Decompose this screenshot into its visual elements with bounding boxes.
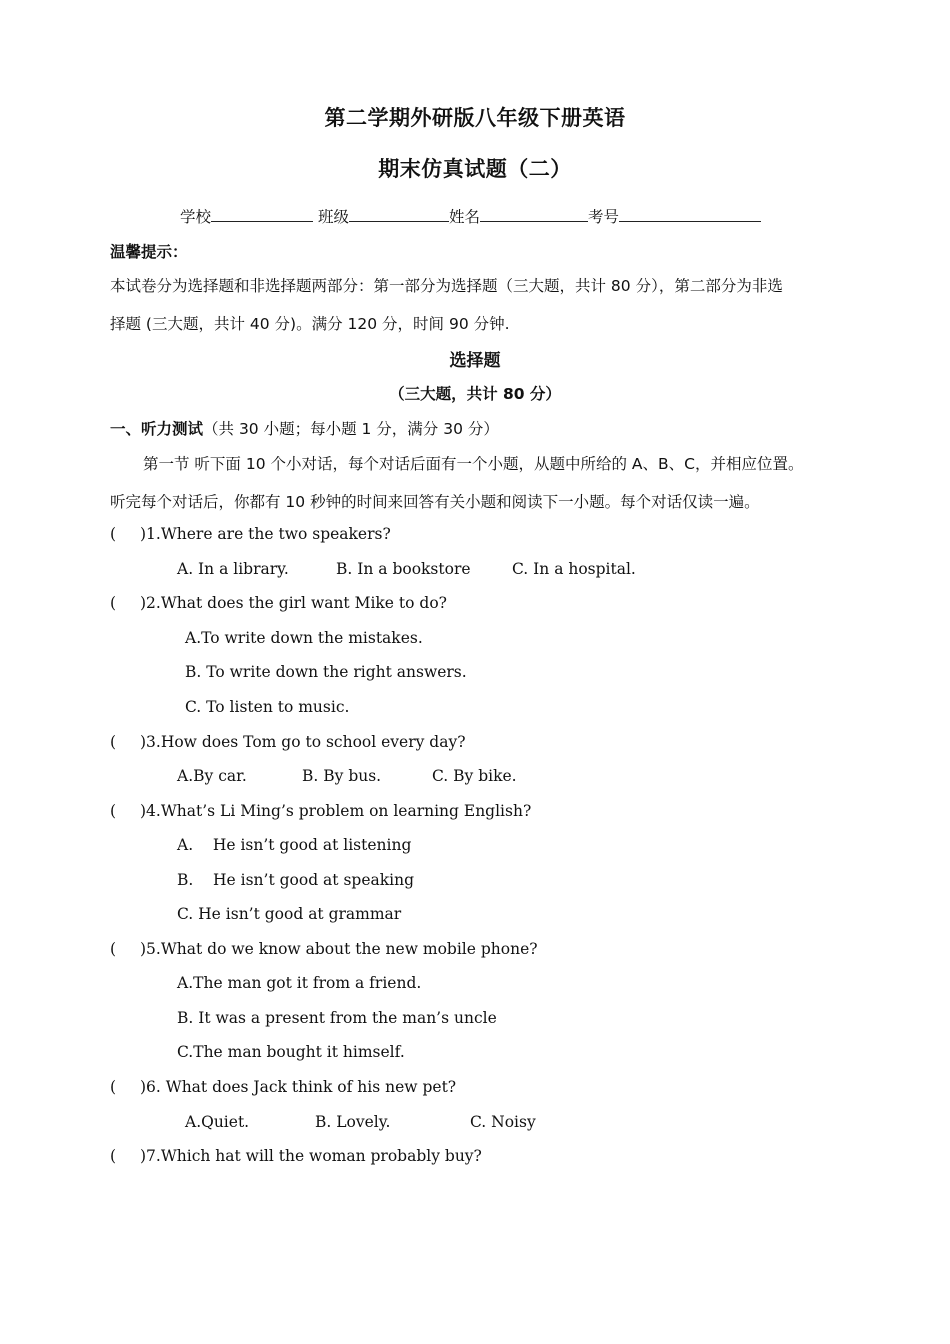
option-b: B. To write down the right answers.: [185, 663, 467, 681]
answer-paren[interactable]: (: [110, 802, 117, 820]
option-b: B. In a bookstore: [336, 560, 471, 578]
exam-subtitle: 期末仿真试题（二）: [378, 157, 572, 181]
question-5: [110, 940, 538, 958]
option-c: C. By bike.: [432, 767, 517, 785]
option-b: B. It was a present from the man’s uncle: [177, 1009, 497, 1027]
field-class-blank[interactable]: [349, 207, 449, 222]
section-heading: 选择题: [449, 351, 501, 371]
option-a: A.The man got it from a friend.: [177, 974, 422, 992]
option-c: C.The man bought it himself.: [177, 1043, 405, 1061]
field-school-label: 学校: [180, 208, 212, 226]
option-c: C. To listen to music.: [185, 698, 350, 716]
question-4: [110, 802, 531, 820]
option-c: C. Noisy: [470, 1113, 536, 1131]
question-text: )3.How does Tom go to school every day?: [140, 733, 466, 751]
question-text: )4.What’s Li Ming’s problem on learning English?: [140, 802, 532, 820]
option-b: B. Lovely.: [315, 1113, 391, 1131]
answer-paren[interactable]: (: [110, 1078, 117, 1096]
option-a: A.To write down the mistakes.: [185, 629, 423, 647]
question-7: [110, 1147, 482, 1165]
question-text: )2.What does the girl want Mike to do?: [140, 594, 447, 612]
question-text: )6. What does Jack think of his new pet?: [140, 1078, 457, 1096]
field-class-label: 班级: [317, 208, 349, 226]
part-info: （共 30 小题；每小题 1 分，满分 30 分）: [203, 420, 499, 438]
answer-paren[interactable]: (: [110, 525, 117, 543]
option-a: A.Quiet.: [185, 1113, 250, 1131]
question-3: [110, 733, 466, 751]
notice-line-2: 择题 (三大题，共计 40 分)。满分 120 分，时间 90 分钟.: [110, 315, 510, 333]
option-c: C. In a hospital.: [512, 560, 636, 578]
question-2: [110, 594, 447, 612]
notice-heading: 温馨提示：: [110, 243, 188, 261]
answer-paren[interactable]: (: [110, 594, 117, 612]
instruction-line-2: 听完每个对话后，你都有 10 秒钟的时间来回答有关小题和阅读下一小题。每个对话仅读一遍。: [110, 493, 760, 511]
field-school-blank[interactable]: [211, 207, 313, 222]
exam-title: 第二学期外研版八年级下册英语: [324, 106, 626, 130]
question-text: )5.What do we know about the new mobile phone?: [140, 940, 538, 958]
answer-paren[interactable]: (: [110, 940, 117, 958]
option-a: A.By car.: [177, 767, 247, 785]
answer-paren[interactable]: (: [110, 733, 117, 751]
option-b: B. He isn’t good at speaking: [177, 871, 414, 889]
student-info-row: [180, 205, 761, 227]
field-name-blank[interactable]: [480, 207, 588, 222]
question-text: )7.Which hat will the woman probably buy?: [140, 1147, 482, 1165]
option-b: B. By bus.: [302, 767, 382, 785]
answer-paren[interactable]: (: [110, 1147, 117, 1165]
option-a: A. In a library.: [177, 560, 289, 578]
section-subheading: （三大题，共计 80 分）: [389, 385, 561, 403]
field-id-blank[interactable]: [619, 207, 761, 222]
part-heading: [110, 417, 499, 439]
field-id-label: 考号: [587, 208, 619, 226]
instruction-line-1: 第一节 听下面 10 个小对话，每个对话后面有一个小题，从题中所给的 A、B、C，并相应位置。: [143, 455, 804, 473]
option-a: A. He isn’t good at listening: [177, 836, 412, 854]
question-6: [110, 1078, 456, 1096]
part-title: 一、听力测试: [110, 420, 204, 438]
question-text: )1.Where are the two speakers?: [140, 525, 391, 543]
option-c: C. He isn’t good at grammar: [177, 905, 402, 923]
notice-line-1: 本试卷分为选择题和非选择题两部分：第一部分为选择题（三大题，共计 80 分），第二部分为非选: [110, 277, 783, 295]
question-1: [110, 525, 391, 543]
field-name-label: 姓名: [448, 208, 480, 226]
